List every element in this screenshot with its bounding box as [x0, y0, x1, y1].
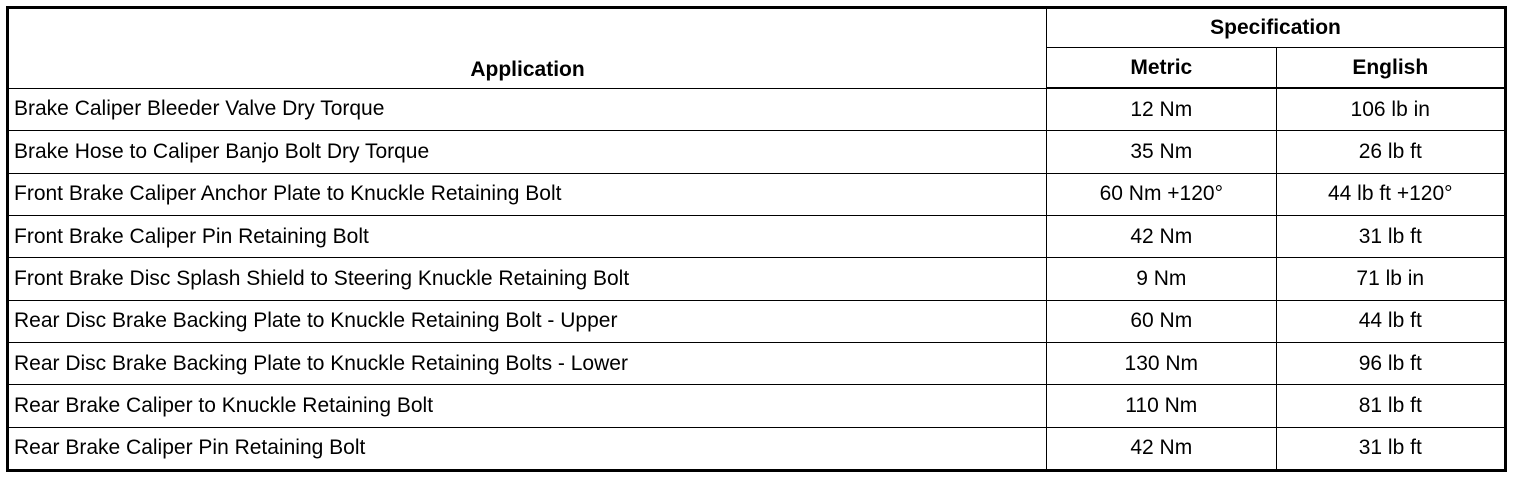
metric-cell: 60 Nm — [1047, 300, 1276, 342]
english-cell: 96 lb ft — [1276, 342, 1505, 384]
application-cell: Front Brake Caliper Anchor Plate to Knuckle Retaining Bolt — [8, 173, 1047, 215]
application-cell: Rear Brake Caliper to Knuckle Retaining Bolt — [8, 385, 1047, 427]
english-cell: 31 lb ft — [1276, 427, 1505, 470]
table-row — [8, 173, 1506, 215]
table-row — [8, 131, 1506, 173]
metric-cell: 110 Nm — [1047, 385, 1276, 427]
metric-cell: 12 Nm — [1047, 88, 1276, 131]
application-cell: Brake Caliper Bleeder Valve Dry Torque — [8, 88, 1047, 131]
metric-cell: 130 Nm — [1047, 342, 1276, 384]
english-cell: 44 lb ft — [1276, 300, 1505, 342]
english-cell: 71 lb in — [1276, 258, 1505, 300]
table-row — [8, 300, 1506, 342]
torque-specification-table — [6, 6, 1507, 472]
metric-cell: 35 Nm — [1047, 131, 1276, 173]
english-cell: 26 lb ft — [1276, 131, 1505, 173]
application-cell: Rear Brake Caliper Pin Retaining Bolt — [8, 427, 1047, 470]
application-cell: Rear Disc Brake Backing Plate to Knuckle Retaining Bolts - Lower — [8, 342, 1047, 384]
specification-column-header: Specification — [1047, 8, 1506, 48]
table-body — [8, 88, 1506, 471]
metric-cell: 42 Nm — [1047, 215, 1276, 257]
table-row — [8, 258, 1506, 300]
application-cell: Front Brake Caliper Pin Retaining Bolt — [8, 215, 1047, 257]
metric-cell: 60 Nm +120° — [1047, 173, 1276, 215]
application-cell: Brake Hose to Caliper Banjo Bolt Dry Torque — [8, 131, 1047, 173]
application-column-header: Application — [8, 8, 1047, 89]
english-cell: 106 lb in — [1276, 88, 1505, 131]
table-row — [8, 342, 1506, 384]
english-cell: 81 lb ft — [1276, 385, 1505, 427]
application-cell: Front Brake Disc Splash Shield to Steering Knuckle Retaining Bolt — [8, 258, 1047, 300]
application-cell: Rear Disc Brake Backing Plate to Knuckle Retaining Bolt - Upper — [8, 300, 1047, 342]
table-row — [8, 427, 1506, 470]
metric-column-header: Metric — [1047, 48, 1276, 89]
metric-cell: 9 Nm — [1047, 258, 1276, 300]
table-row — [8, 385, 1506, 427]
table-header — [8, 8, 1506, 89]
header-row-1 — [8, 8, 1506, 48]
english-cell: 31 lb ft — [1276, 215, 1505, 257]
english-column-header: English — [1276, 48, 1505, 89]
table-row — [8, 88, 1506, 131]
english-cell: 44 lb ft +120° — [1276, 173, 1505, 215]
table-row — [8, 215, 1506, 257]
metric-cell: 42 Nm — [1047, 427, 1276, 470]
